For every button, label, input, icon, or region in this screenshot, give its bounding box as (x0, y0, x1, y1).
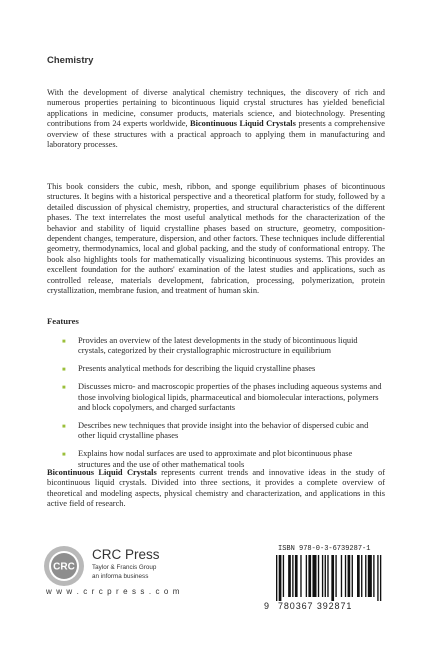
feature-text: Provides an overview of the latest developments in the study of bicontinuous liquid crystals, categorized by their crystallographic microstructure in equilibrium (78, 336, 358, 356)
feature-item (61, 421, 384, 442)
intro-paragraph (47, 88, 385, 150)
barcode-bar (279, 555, 282, 601)
intro-text: With the development of diverse analytical chemistry techniques, the discovery of rich and numerous properties pertaining to bicontinuous liquid crystal structures has yielded beneficial applications in medicine, consumer products, materials science, and biotechnology. Presenting contributions from 24 experts worldwide, (47, 88, 385, 129)
feature-item (61, 449, 384, 470)
intro-text-end: presents a comprehensive overview of these structures with a practical approach to applying them in manufacturing and laboratory processes. (47, 119, 386, 150)
barcode-bar (325, 555, 326, 597)
category-label: Chemistry (47, 55, 94, 66)
barcode-bar (288, 555, 291, 597)
feature-item (61, 364, 384, 374)
bullet-icon: ■ (62, 339, 66, 345)
barcode-bar (331, 555, 334, 601)
publisher-group: Taylor & Francis Group (92, 564, 157, 571)
barcode-bar (312, 555, 316, 597)
barcode-bar (318, 555, 319, 597)
barcode-bar (306, 555, 307, 597)
barcode-bar (373, 555, 374, 597)
barcode-bar (345, 555, 346, 597)
bullet-icon: ■ (62, 385, 66, 392)
barcode-prefix-digit: 9 (264, 601, 270, 611)
barcode-bar (365, 555, 366, 597)
intro-book-title: Bicontinuous Liquid Crystals (190, 119, 296, 129)
closing-text: represents current trends and innovative ideas in the study of bicontinuous liquid crystals. Divided into three sections, it provides a complete overview of theoretical and modeling aspects, physical chemistry and characterization, and applications in this active field of research. (47, 468, 386, 509)
logo-text: CRC (53, 561, 75, 573)
barcode-bar (327, 555, 328, 597)
feature-item (61, 336, 384, 357)
barcode-bar (361, 555, 362, 597)
crc-logo-icon (42, 544, 86, 588)
bullet-icon: ■ (62, 452, 66, 459)
feature-text: Discusses micro- and macroscopic properties of the phases including aqueous systems and those involving biological lipids, pharmaceutical and biomolecular interactions, polymers and block copolymers, and charged surfactants (78, 382, 382, 413)
feature-item (61, 382, 384, 413)
barcode-bar (308, 555, 311, 597)
barcode-bar (300, 555, 301, 597)
barcode-bar (377, 555, 378, 601)
barcode-bar (322, 555, 323, 597)
barcode-bar (357, 555, 360, 597)
feature-text: Describes new techniques that provide insight into the behavior of dispersed cubic and other liquid crystalline phases (78, 420, 369, 441)
barcode-bar (368, 555, 372, 597)
barcode-bar (348, 555, 351, 597)
barcode-bar (276, 555, 277, 601)
isbn-label: ISBN 978-0-3-6739287-1 (278, 545, 371, 553)
barcode-bar (341, 555, 342, 597)
bullet-icon: ■ (62, 423, 66, 430)
closing-paragraph (47, 468, 385, 510)
feature-text: Explains how nodal surfaces are used to approximate and plot bicontinuous phase structures and the use of other mathematical tools (78, 449, 353, 469)
barcode (264, 555, 389, 613)
feature-text: Presents analytical methods for describing the liquid crystalline phases (78, 364, 316, 374)
features-list (61, 336, 384, 478)
features-heading: Features (47, 316, 79, 326)
bullet-icon: ■ (62, 367, 66, 374)
content-paragraph: This book considers the cubic, mesh, ribbon, and sponge equilibrium phases of bicontinuous structures. It begins with a historical perspective and a theoretical platform for study, followed by a detailed discussion of physical chemistry, properties, and structural characteristics of the different phases. The text interrelates the most useful analytical methods for the characterization of the behavior and stability of liquid crystalline phases based on structure, geometry, composition-dependent changes, temperature, dispersion, and other factors. These techniques include differential geometry, thermodynamics, local and global packing, and the study of conformational entropy. The book also highlights tools for mathematically visualizing bicontinuous systems. This provides an excellent foundation for the authors' examination of the latest studies and applications, such as controlled release, materials development, fabrication, processing, polymerization, protein crystallization, membrane fusion, and treatment of human skin. (47, 182, 385, 296)
barcode-bar (295, 555, 298, 597)
barcode-bar (380, 555, 381, 601)
barcode-bar (283, 555, 284, 597)
barcode-digits: 780367 392871 (278, 601, 353, 611)
closing-book-title: Bicontinuous Liquid Crystals (47, 468, 157, 477)
barcode-bar (292, 555, 293, 597)
barcode-bars (264, 555, 389, 601)
publisher-business: an informa business (92, 573, 149, 580)
publisher-name: CRC Press (92, 547, 160, 562)
barcode-bar (352, 555, 353, 597)
publisher-url: w w w . c r c p r e s s . c o m (46, 587, 181, 596)
barcode-bar (335, 555, 336, 597)
